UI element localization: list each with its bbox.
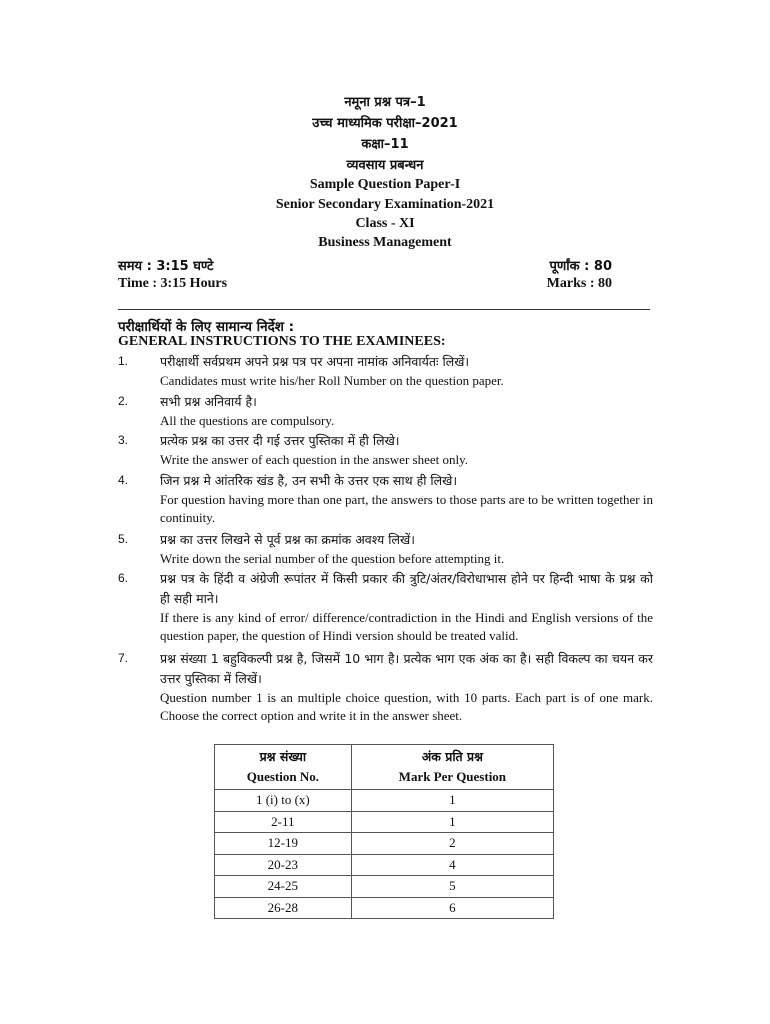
table-header-row (215, 745, 554, 790)
mark-per-question-header-english: Mark Per Question (398, 769, 507, 784)
instruction-item (118, 530, 653, 568)
instruction-number: 7. (118, 651, 129, 665)
table-row (215, 876, 554, 898)
question-range-cell: 26-28 (215, 897, 352, 919)
instruction-english: Write down the serial number of the question before attempting it. (160, 551, 505, 566)
mark-cell: 1 (351, 811, 553, 833)
mark-cell: 1 (351, 790, 553, 812)
instruction-number: 1. (118, 354, 129, 368)
hindi-class: कक्षा–11 (361, 137, 409, 152)
instruction-english: Write the answer of each question in the answer sheet only. (160, 452, 469, 467)
english-subject: Business Management (318, 235, 452, 250)
instruction-item (118, 392, 653, 430)
instruction-hindi: प्रश्न पत्र के हिंदी व अंग्रेजी रूपांतर में किसी प्रकार की त्रुटि/अंतर/विरोधाभास होने पर हिन्दी भाषा के प्रश्न को ही सही माने। (160, 571, 653, 606)
time-marks-hindi-row (118, 256, 612, 274)
instruction-number: 2. (118, 394, 129, 408)
instruction-item (118, 431, 653, 469)
instruction-hindi: सभी प्रश्न अनिवार्य है। (160, 394, 257, 409)
instruction-number: 4. (118, 473, 129, 487)
instruction-english: All the questions are compulsory. (160, 413, 335, 428)
question-range-cell: 24-25 (215, 876, 352, 898)
question-range-cell: 1 (i) to (x) (215, 790, 352, 812)
table-row (215, 790, 554, 812)
question-no-header (215, 745, 352, 790)
question-no-header-hindi: प्रश्न संख्या (259, 749, 307, 764)
instruction-number: 5. (118, 532, 129, 546)
instruction-item (118, 352, 653, 390)
question-range-cell: 2-11 (215, 811, 352, 833)
english-exam: Senior Secondary Examination-2021 (275, 197, 495, 212)
question-no-header-english: Question No. (246, 769, 319, 784)
english-title: Sample Question Paper-I (309, 177, 461, 192)
instruction-number: 3. (118, 433, 129, 447)
question-range-cell: 12-19 (215, 833, 352, 855)
table-row (215, 833, 554, 855)
mark-per-question-header-hindi: अंक प्रति प्रश्न (421, 749, 483, 764)
instruction-item (118, 569, 653, 644)
mark-cell: 6 (351, 897, 553, 919)
instruction-item (118, 471, 653, 526)
instruction-hindi: प्रश्न का उत्तर लिखने से पूर्व प्रश्न का क्रमांक अवश्य लिखें। (160, 532, 415, 547)
instructions-heading-hindi: परीक्षार्थियों के लिए सामान्य निर्देश : (118, 319, 295, 335)
mark-cell: 5 (351, 876, 553, 898)
mark-cell: 4 (351, 854, 553, 876)
hindi-subject: व्यवसाय प्रबन्धन (346, 158, 424, 173)
instruction-english: For question having more than one part, the answers to those parts are to be written together in continuity. (160, 492, 653, 525)
hindi-exam: उच्च माध्यमिक परीक्षा–2021 (312, 116, 458, 131)
marks-hindi: पूर्णांक : 80 (549, 259, 612, 274)
table-row (215, 854, 554, 876)
table-row (215, 897, 554, 919)
marks-table (214, 744, 554, 919)
instruction-hindi: जिन प्रश्न मे आंतरिक खंड है, उन सभी के उत्तर एक साथ ही लिखे। (160, 473, 458, 488)
divider-line (118, 309, 650, 310)
table-row (215, 811, 554, 833)
instruction-english: Question number 1 is an multiple choice question, with 10 parts. Each part is of one mark. Choose the correct option and write it in the answer sheet. (160, 690, 653, 723)
instruction-hindi: प्रश्न संख्या 1 बहुविकल्पी प्रश्न है, जिसमें 10 भाग है। प्रत्येक भाग एक अंक का है। सही विकल्प का चयन कर उत्तर पुस्तिका में लिखें। (160, 651, 653, 686)
english-class: Class - XI (355, 216, 415, 231)
instruction-item (118, 649, 653, 724)
instruction-hindi: परीक्षार्थी सर्वप्रथम अपने प्रश्न पत्र पर अपना नामांक अनिवार्यतः लिखें। (160, 354, 470, 369)
time-marks-english-row (118, 276, 612, 292)
instruction-hindi: प्रत्येक प्रश्न का उत्तर दी गई उत्तर पुस्तिका में ही लिखे। (160, 433, 400, 448)
instruction-english: Candidates must write his/her Roll Number on the question paper. (160, 373, 504, 388)
mark-cell: 2 (351, 833, 553, 855)
instructions-heading-english: GENERAL INSTRUCTIONS TO THE EXAMINEES: (118, 334, 446, 349)
instruction-number: 6. (118, 571, 129, 585)
mark-per-question-header (351, 745, 553, 790)
time-english: Time : 3:15 Hours (118, 276, 228, 291)
question-range-cell: 20-23 (215, 854, 352, 876)
instruction-english: If there is any kind of error/ difference/contradiction in the Hindi and English versions of the question paper, the question of Hindi version should be treated valid. (160, 610, 653, 643)
time-hindi: समय : 3:15 घण्टे (118, 259, 214, 274)
marks-english: Marks : 80 (546, 276, 612, 291)
hindi-title: नमूना प्रश्न पत्र–1 (344, 95, 426, 110)
